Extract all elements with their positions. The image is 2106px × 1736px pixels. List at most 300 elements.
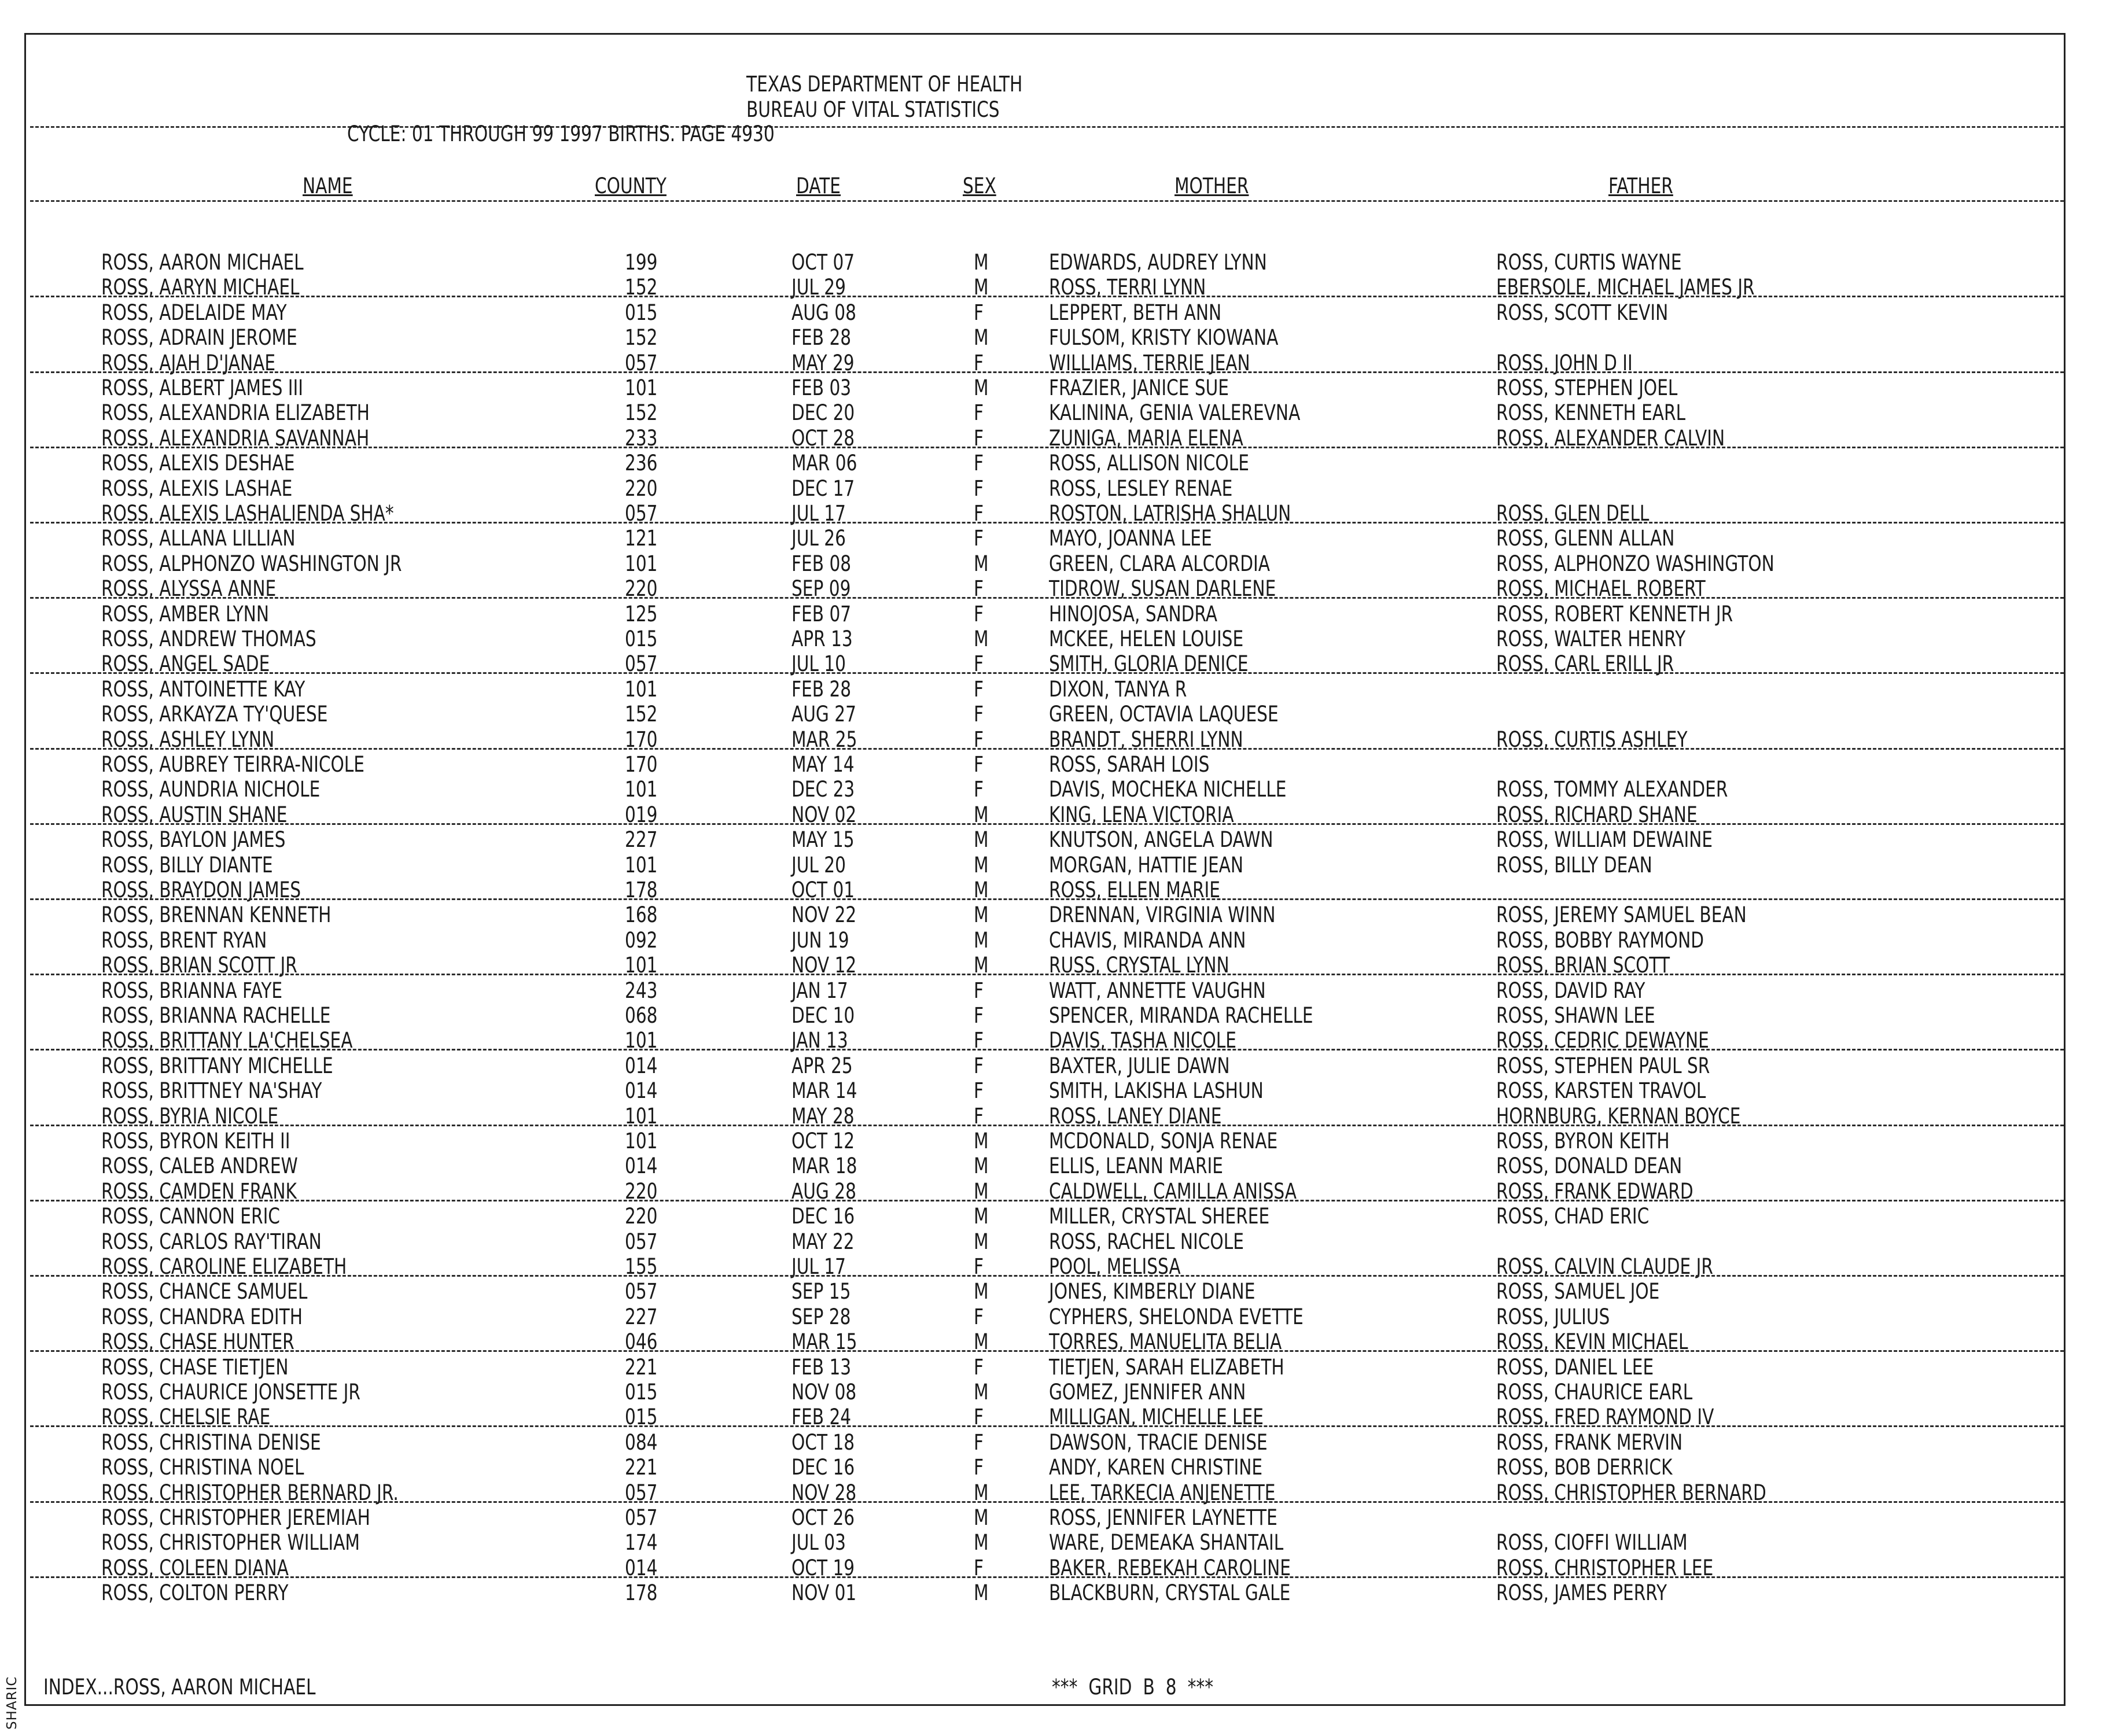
column-header-divider <box>30 200 2064 202</box>
cell-county: 236 <box>625 451 658 476</box>
table-row <box>0 426 2106 451</box>
cell-date: MAY 14 <box>791 752 855 777</box>
cell-sex: F <box>974 1455 984 1480</box>
cell-father: ROSS, WALTER HENRY <box>1496 626 1686 651</box>
table-row <box>0 1556 2106 1580</box>
cell-county: 015 <box>625 626 658 651</box>
table-row <box>0 1380 2106 1405</box>
cell-sex: M <box>974 1204 989 1229</box>
row-rule <box>30 522 2064 524</box>
cell-county: 084 <box>625 1429 658 1455</box>
cell-name: ROSS, BRAYDON JAMES <box>101 878 301 902</box>
cell-father: ROSS, FRANK EDWARD <box>1496 1178 1693 1204</box>
cell-name: ROSS, CANNON ERIC <box>101 1204 280 1229</box>
row-rule <box>30 1125 2064 1126</box>
column-header-mother: MOTHER <box>1174 174 1249 198</box>
cell-father: ROSS, CEDRIC DEWAYNE <box>1496 1028 1709 1053</box>
cell-sex: M <box>974 275 989 300</box>
cell-county: 199 <box>625 250 658 275</box>
row-rule <box>30 672 2064 674</box>
cell-father: ROSS, CHRISTOPHER LEE <box>1496 1555 1714 1580</box>
cell-father: ROSS, ALEXANDER CALVIN <box>1496 425 1725 451</box>
cell-name: ROSS, ALEXIS LASHAE <box>101 476 293 501</box>
table-row <box>0 1129 2106 1153</box>
cell-father: ROSS, CURTIS WAYNE <box>1496 250 1682 275</box>
cell-county: 121 <box>625 526 658 551</box>
cell-father: ROSS, BYRON KEITH <box>1496 1129 1670 1153</box>
table-row <box>0 602 2106 626</box>
cell-date: JUL 10 <box>791 651 846 677</box>
cell-mother: SMITH, GLORIA DENICE <box>1049 651 1249 677</box>
cell-sex: F <box>974 526 984 551</box>
cell-mother: BAKER, REBEKAH CAROLINE <box>1049 1555 1291 1580</box>
cell-county: 220 <box>625 1204 658 1229</box>
table-row <box>0 1304 2106 1329</box>
table-row <box>0 978 2106 1003</box>
cell-county: 014 <box>625 1078 658 1104</box>
cell-name: ROSS, AARON MICHAEL <box>101 250 304 275</box>
cell-sex: F <box>974 1555 984 1580</box>
cell-mother: POOL, MELISSA <box>1049 1254 1181 1279</box>
cell-date: OCT 19 <box>791 1555 855 1580</box>
cell-name: ROSS, CHRISTINA NOEL <box>101 1455 304 1480</box>
cell-date: JAN 17 <box>791 978 848 1003</box>
cell-sex: F <box>974 1028 984 1053</box>
table-row <box>0 677 2106 702</box>
cell-mother: BAXTER, JULIE DAWN <box>1049 1053 1230 1078</box>
cell-sex: F <box>974 1103 984 1129</box>
cell-sex: F <box>974 1078 984 1104</box>
cell-date: SEP 09 <box>791 576 851 602</box>
row-rule <box>30 1200 2064 1201</box>
cell-father: ROSS, WILLIAM DEWAINE <box>1496 827 1713 853</box>
cell-father: ROSS, JULIUS <box>1496 1304 1610 1329</box>
cell-father: ROSS, STEPHEN PAUL SR <box>1496 1053 1710 1078</box>
cell-date: FEB 28 <box>791 676 852 702</box>
cell-date: FEB 13 <box>791 1354 852 1380</box>
cell-county: 227 <box>625 1304 658 1329</box>
table-row <box>0 501 2106 526</box>
cell-date: OCT 28 <box>791 425 855 451</box>
cell-father: ROSS, JAMES PERRY <box>1496 1580 1667 1606</box>
cell-sex: M <box>974 250 989 275</box>
cell-father: ROSS, CIOFFI WILLIAM <box>1496 1530 1688 1556</box>
cell-date: JUN 19 <box>791 927 849 953</box>
cell-date: FEB 28 <box>791 325 852 351</box>
table-row <box>0 1254 2106 1279</box>
cell-sex: F <box>974 601 984 626</box>
cell-county: 125 <box>625 601 658 626</box>
cell-name: ROSS, AUNDRIA NICHOLE <box>101 777 321 802</box>
cell-county: 057 <box>625 651 658 677</box>
cell-county: 152 <box>625 400 658 426</box>
cell-county: 152 <box>625 702 658 727</box>
cell-name: ROSS, CHASE HUNTER <box>101 1329 294 1355</box>
cell-date: MAY 28 <box>791 1103 855 1129</box>
cell-sex: F <box>974 651 984 677</box>
cell-mother: GREEN, CLARA ALCORDIA <box>1049 551 1271 576</box>
table-row <box>0 802 2106 827</box>
cell-date: SEP 28 <box>791 1304 851 1329</box>
cell-name: ROSS, CHANDRA EDITH <box>101 1304 303 1329</box>
cell-mother: ROSS, JENNIFER LAYNETTE <box>1049 1505 1277 1530</box>
cell-date: JAN 13 <box>791 1028 848 1053</box>
row-rule <box>30 974 2064 975</box>
cell-sex: M <box>974 1530 989 1556</box>
cell-name: ROSS, ALYSSA ANNE <box>101 576 277 602</box>
cell-name: ROSS, CAMDEN FRANK <box>101 1178 297 1204</box>
cell-sex: F <box>974 425 984 451</box>
table-row <box>0 1078 2106 1103</box>
cell-county: 220 <box>625 576 658 602</box>
cell-sex: M <box>974 1229 989 1254</box>
cell-county: 168 <box>625 902 658 928</box>
cell-county: 178 <box>625 1580 658 1606</box>
cell-county: 233 <box>625 425 658 451</box>
row-rule <box>30 447 2064 448</box>
cell-county: 220 <box>625 476 658 501</box>
cell-date: AUG 27 <box>791 702 856 727</box>
cell-sex: F <box>974 702 984 727</box>
cell-mother: MORGAN, HATTIE JEAN <box>1049 852 1244 878</box>
row-rule <box>30 898 2064 900</box>
table-row <box>0 1530 2106 1555</box>
cell-date: DEC 16 <box>791 1204 855 1229</box>
cell-county: 101 <box>625 375 658 400</box>
cell-sex: F <box>974 727 984 752</box>
cell-date: AUG 28 <box>791 1178 856 1204</box>
table-row <box>0 1229 2106 1254</box>
cell-sex: F <box>974 1053 984 1078</box>
row-rule <box>30 1350 2064 1352</box>
cell-name: ROSS, ANGEL SADE <box>101 651 270 677</box>
cell-father: ROSS, JOHN D II <box>1496 350 1633 375</box>
cell-sex: M <box>974 852 989 878</box>
table-row <box>0 526 2106 551</box>
table-row <box>0 1104 2106 1129</box>
side-label <box>1 1675 24 1733</box>
cell-name: ROSS, BRIANNA RACHELLE <box>101 1003 331 1028</box>
cell-sex: F <box>974 300 984 325</box>
cell-county: 101 <box>625 551 658 576</box>
cell-father: HORNBURG, KERNAN BOYCE <box>1496 1103 1741 1129</box>
cell-name: ROSS, ADELAIDE MAY <box>101 300 287 325</box>
cell-sex: M <box>974 802 989 827</box>
cell-date: JUL 17 <box>791 1254 846 1279</box>
cell-sex: M <box>974 551 989 576</box>
cell-date: SEP 15 <box>791 1279 851 1304</box>
cell-father: ROSS, DAVID RAY <box>1496 978 1645 1003</box>
cell-county: 057 <box>625 350 658 375</box>
cell-name: ROSS, ARKAYZA TY'QUESE <box>101 702 328 727</box>
cell-name: ROSS, AUBREY TEIRRA-NICOLE <box>101 752 365 777</box>
cell-father: ROSS, BOBBY RAYMOND <box>1496 927 1704 953</box>
cell-county: 015 <box>625 300 658 325</box>
cell-mother: KNUTSON, ANGELA DAWN <box>1049 827 1273 853</box>
table-row <box>0 300 2106 325</box>
cell-father: ROSS, CHRISTOPHER BERNARD <box>1496 1480 1766 1505</box>
cell-county: 092 <box>625 927 658 953</box>
table-row <box>0 953 2106 978</box>
cell-father: ROSS, KARSTEN TRAVOL <box>1496 1078 1706 1104</box>
row-rule <box>30 371 2064 373</box>
cell-sex: F <box>974 350 984 375</box>
cell-name: ROSS, CARLOS RAY'TIRAN <box>101 1229 322 1254</box>
cell-mother: MCDONALD, SONJA RENAE <box>1049 1129 1278 1153</box>
cell-name: ROSS, CHANCE SAMUEL <box>101 1279 308 1304</box>
header-cycle: CYCLE: 01 THROUGH 99 1997 BIRTHS. PAGE 4930 <box>347 121 775 146</box>
cell-date: NOV 12 <box>791 953 857 978</box>
row-rule <box>30 1049 2064 1051</box>
cell-father: ROSS, KEVIN MICHAEL <box>1496 1329 1688 1355</box>
cell-sex: M <box>974 878 989 902</box>
cell-date: AUG 08 <box>791 300 856 325</box>
cell-county: 101 <box>625 1129 658 1153</box>
cell-sex: F <box>974 978 984 1003</box>
cell-name: ROSS, BRITTANY LA'CHELSEA <box>101 1028 353 1053</box>
cell-date: JUL 03 <box>791 1530 846 1556</box>
cell-county: 221 <box>625 1354 658 1380</box>
cell-mother: ROSS, LESLEY RENAE <box>1049 476 1233 501</box>
cell-sex: M <box>974 1153 989 1179</box>
cell-name: ROSS, BRITTNEY NA'SHAY <box>101 1078 322 1104</box>
cell-date: FEB 24 <box>791 1405 852 1430</box>
cell-date: JUL 29 <box>791 275 846 300</box>
cell-date: OCT 01 <box>791 878 855 902</box>
cell-date: NOV 28 <box>791 1480 857 1505</box>
cell-date: OCT 26 <box>791 1505 855 1530</box>
cell-sex: F <box>974 1003 984 1028</box>
cell-date: OCT 07 <box>791 250 855 275</box>
cell-father: ROSS, KENNETH EARL <box>1496 400 1686 426</box>
cell-date: APR 25 <box>791 1053 853 1078</box>
cell-sex: M <box>974 1178 989 1204</box>
table-row <box>0 1355 2106 1380</box>
cell-sex: M <box>974 1129 989 1153</box>
cell-date: OCT 12 <box>791 1129 855 1153</box>
cell-mother: ROSS, LANEY DIANE <box>1049 1103 1222 1129</box>
cell-date: NOV 01 <box>791 1580 857 1606</box>
cell-father: ROSS, CHAURICE EARL <box>1496 1380 1693 1405</box>
cell-father: ROSS, CARL ERILL JR <box>1496 651 1674 677</box>
cell-father: ROSS, GLENN ALLAN <box>1496 526 1675 551</box>
cell-mother: GOMEZ, JENNIFER ANN <box>1049 1380 1246 1405</box>
cell-name: ROSS, ANTOINETTE KAY <box>101 676 305 702</box>
cell-date: NOV 02 <box>791 802 857 827</box>
cell-father: ROSS, RICHARD SHANE <box>1496 802 1698 827</box>
row-rule <box>30 296 2064 297</box>
table-row <box>0 1003 2106 1028</box>
cell-name: ROSS, ADRAIN JEROME <box>101 325 297 351</box>
table-row <box>0 1153 2106 1178</box>
cell-name: ROSS, ANDREW THOMAS <box>101 626 316 651</box>
cell-name: ROSS, CHAURICE JONSETTE JR <box>101 1380 360 1405</box>
table-row <box>0 1279 2106 1304</box>
cell-county: 057 <box>625 1229 658 1254</box>
cell-name: ROSS, ALEXIS LASHALIENDA SHA* <box>101 501 394 526</box>
cell-county: 101 <box>625 953 658 978</box>
cell-mother: HINOJOSA, SANDRA <box>1049 601 1217 626</box>
cell-name: ROSS, BRIANNA FAYE <box>101 978 283 1003</box>
table-row <box>0 1179 2106 1204</box>
cell-sex: M <box>974 375 989 400</box>
row-rule <box>30 1425 2064 1427</box>
row-rule <box>30 1501 2064 1503</box>
cell-county: 243 <box>625 978 658 1003</box>
cell-date: MAR 15 <box>791 1329 857 1355</box>
cell-sex: F <box>974 1405 984 1430</box>
cell-county: 057 <box>625 501 658 526</box>
cell-mother: CYPHERS, SHELONDA EVETTE <box>1049 1304 1304 1329</box>
cell-county: 155 <box>625 1254 658 1279</box>
cell-sex: M <box>974 953 989 978</box>
cell-mother: TIDROW, SUSAN DARLENE <box>1049 576 1276 602</box>
table-row <box>0 1505 2106 1530</box>
cell-county: 068 <box>625 1003 658 1028</box>
cell-mother: ANDY, KAREN CHRISTINE <box>1049 1455 1263 1480</box>
cell-name: ROSS, ALEXIS DESHAE <box>101 451 295 476</box>
cell-mother: ROSS, RACHEL NICOLE <box>1049 1229 1244 1254</box>
cell-father: ROSS, DONALD DEAN <box>1496 1153 1682 1179</box>
cell-name: ROSS, BILLY DIANTE <box>101 852 273 878</box>
cell-father: ROSS, TOMMY ALEXANDER <box>1496 777 1728 802</box>
cell-father: ROSS, SCOTT KEVIN <box>1496 300 1669 325</box>
row-rule <box>30 1576 2064 1578</box>
cell-name: ROSS, AJAH D'JANAE <box>101 350 276 375</box>
cell-date: DEC 17 <box>791 476 855 501</box>
cell-date: APR 13 <box>791 626 853 651</box>
cell-county: 019 <box>625 802 658 827</box>
cell-mother: TIETJEN, SARAH ELIZABETH <box>1049 1354 1284 1380</box>
cell-mother: GREEN, OCTAVIA LAQUESE <box>1049 702 1279 727</box>
table-row <box>0 1053 2106 1078</box>
cell-sex: F <box>974 476 984 501</box>
cell-mother: MILLER, CRYSTAL SHEREE <box>1049 1204 1270 1229</box>
table-row <box>0 651 2106 676</box>
cell-date: DEC 20 <box>791 400 855 426</box>
cell-mother: ROSS, TERRI LYNN <box>1049 275 1206 300</box>
cell-name: ROSS, BRITTANY MICHELLE <box>101 1053 333 1078</box>
header-department: TEXAS DEPARTMENT OF HEALTH <box>746 72 1023 97</box>
table-row <box>0 275 2106 300</box>
table-row <box>0 451 2106 476</box>
cell-father: ROSS, FRANK MERVIN <box>1496 1429 1683 1455</box>
cell-father: EBERSOLE, MICHAEL JAMES JR <box>1496 275 1755 300</box>
cell-sex: F <box>974 1354 984 1380</box>
cell-sex: F <box>974 1304 984 1329</box>
table-row <box>0 827 2106 852</box>
table-row <box>0 752 2106 777</box>
cell-mother: ROSS, ELLEN MARIE <box>1049 878 1220 902</box>
cell-mother: DIXON, TANYA R <box>1049 676 1187 702</box>
cell-date: OCT 18 <box>791 1429 855 1455</box>
cell-name: ROSS, CHRISTOPHER BERNARD JR. <box>101 1480 399 1505</box>
table-row <box>0 853 2106 878</box>
cell-father: ROSS, STEPHEN JOEL <box>1496 375 1678 400</box>
row-rule <box>30 1275 2064 1277</box>
table-row <box>0 1455 2106 1480</box>
cell-county: 057 <box>625 1480 658 1505</box>
cell-father: ROSS, CALVIN CLAUDE JR <box>1496 1254 1713 1279</box>
cell-sex: M <box>974 1329 989 1355</box>
cell-father: ROSS, BOB DERRICK <box>1496 1455 1673 1480</box>
table-row <box>0 325 2106 350</box>
row-rule <box>30 597 2064 599</box>
header-divider-top <box>30 126 2064 128</box>
cell-date: JUL 17 <box>791 501 846 526</box>
cell-mother: DAVIS, MOCHEKA NICHELLE <box>1049 777 1287 802</box>
cell-father: ROSS, BILLY DEAN <box>1496 852 1652 878</box>
table-row <box>0 375 2106 400</box>
table-row <box>0 878 2106 902</box>
cell-sex: M <box>974 1505 989 1530</box>
cell-mother: KALININA, GENIA VALEREVNA <box>1049 400 1301 426</box>
cell-sex: M <box>974 325 989 351</box>
cell-date: DEC 23 <box>791 777 855 802</box>
cell-name: ROSS, AUSTIN SHANE <box>101 802 288 827</box>
cell-county: 014 <box>625 1153 658 1179</box>
cell-sex: F <box>974 400 984 426</box>
cell-date: MAY 15 <box>791 827 855 853</box>
table-row <box>0 351 2106 375</box>
table-row <box>0 928 2106 953</box>
cell-county: 046 <box>625 1329 658 1355</box>
cell-name: ROSS, COLEEN DIANA <box>101 1555 289 1580</box>
cell-mother: CALDWELL, CAMILLA ANISSA <box>1049 1178 1297 1204</box>
cell-name: ROSS, CHRISTINA DENISE <box>101 1429 321 1455</box>
cell-sex: M <box>974 827 989 853</box>
cell-sex: F <box>974 501 984 526</box>
cell-mother: LEE, TARKECIA ANJENETTE <box>1049 1480 1276 1505</box>
cell-date: FEB 07 <box>791 601 852 626</box>
cell-mother: SMITH, LAKISHA LASHUN <box>1049 1078 1264 1104</box>
cell-name: ROSS, AARYN MICHAEL <box>101 275 300 300</box>
cell-sex: F <box>974 676 984 702</box>
cell-mother: DAWSON, TRACIE DENISE <box>1049 1429 1268 1455</box>
cell-date: DEC 16 <box>791 1455 855 1480</box>
row-rule <box>30 748 2064 750</box>
cell-father: ROSS, CURTIS ASHLEY <box>1496 727 1688 752</box>
cell-name: ROSS, BYRON KEITH II <box>101 1129 290 1153</box>
cell-date: JUL 20 <box>791 852 846 878</box>
table-row <box>0 551 2106 576</box>
cell-mother: FRAZIER, JANICE SUE <box>1049 375 1229 400</box>
cell-mother: ROSS, ALLISON NICOLE <box>1049 451 1249 476</box>
cell-date: MAR 06 <box>791 451 857 476</box>
cell-mother: RUSS, CRYSTAL LYNN <box>1049 953 1229 978</box>
cell-mother: ELLIS, LEANN MARIE <box>1049 1153 1223 1179</box>
table-row <box>0 1430 2106 1455</box>
cell-county: 101 <box>625 676 658 702</box>
cell-name: ROSS, ALEXANDRIA ELIZABETH <box>101 400 370 426</box>
cell-county: 014 <box>625 1555 658 1580</box>
cell-mother: BRANDT, SHERRI LYNN <box>1049 727 1243 752</box>
table-row <box>0 1480 2106 1505</box>
cell-date: DEC 10 <box>791 1003 855 1028</box>
table-row <box>0 902 2106 927</box>
cell-father: ROSS, FRED RAYMOND IV <box>1496 1405 1714 1430</box>
header-bureau: BUREAU OF VITAL STATISTICS <box>746 97 1000 122</box>
cell-name: ROSS, BAYLON JAMES <box>101 827 286 853</box>
table-row <box>0 400 2106 425</box>
cell-date: MAR 25 <box>791 727 857 752</box>
cell-county: 057 <box>625 1505 658 1530</box>
cell-sex: F <box>974 576 984 602</box>
cell-county: 170 <box>625 727 658 752</box>
column-header-county: COUNTY <box>595 174 667 198</box>
cell-date: MAR 18 <box>791 1153 857 1179</box>
cell-sex: M <box>974 1580 989 1606</box>
